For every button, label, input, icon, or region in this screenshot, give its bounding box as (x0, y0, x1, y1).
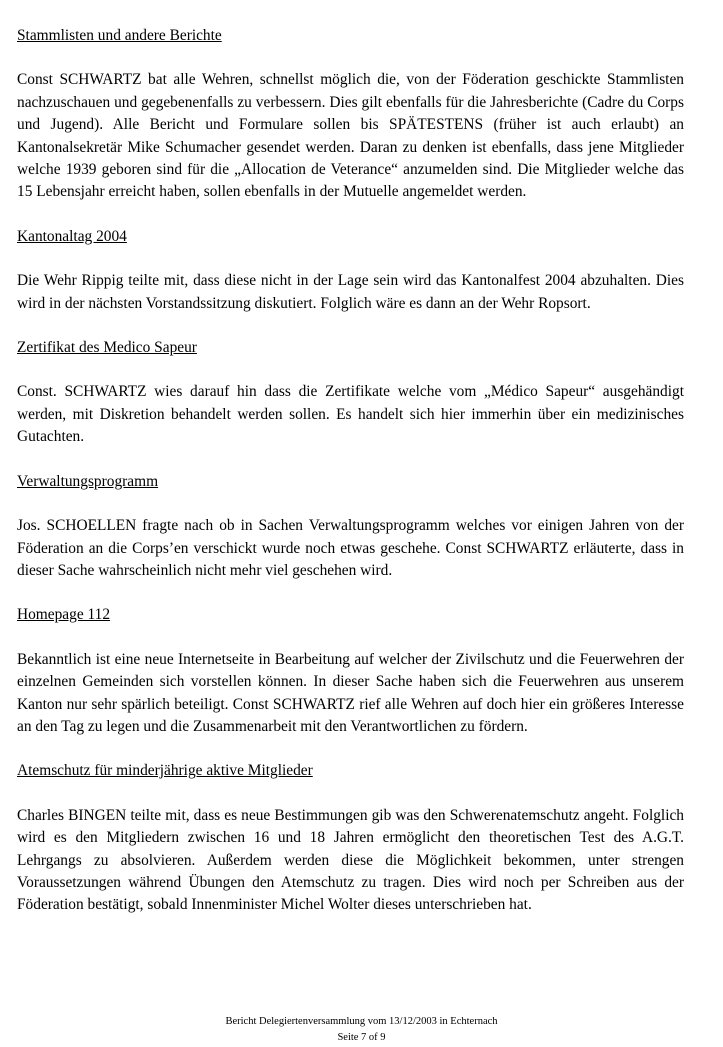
footer-report-title: Bericht Delegiertenversammlung vom 13/12/2003 in Echternach (225, 1016, 498, 1027)
section-paragraph: Bekanntlich ist eine neue Internetseite in Bearbeitung auf welcher der Zivilschutz und die Feuerwehren der einzelnen Gemeinden sich vorstellen können. In dieser Sache haben sich die Feuerwehren aus unserem Kanton nur sehr spärlich beteiligt. Const SCHWARTZ rief alle Wehren auf doch hier ein größeres Interesse an den Tag zu legen und die Zusammenarbeit mit den Verantwortlichen zu fördern. (17, 650, 684, 735)
section-homepage (17, 604, 684, 738)
page-footer (0, 1014, 723, 1046)
footer-page-number: Seite 7 of 9 (337, 1032, 386, 1043)
section-kantonaltag (17, 226, 684, 315)
section-verwaltungsprogramm (17, 471, 684, 583)
section-atemschutz (17, 760, 684, 916)
document-page (17, 25, 684, 939)
section-zertifikat (17, 337, 684, 449)
section-paragraph: Jos. SCHOELLEN fragte nach ob in Sachen Verwaltungsprogramm welches vor einigen Jahren von der Föderation an die Corps’en verschickt wurde noch etwas geschehe. Const SCHWARTZ erläuterte, dass in dieser Sache wahrscheinlich nicht mehr viel geschehen wird. (17, 517, 684, 579)
section-heading: Homepage 112 (17, 606, 111, 624)
section-stammlisten (17, 25, 684, 204)
section-paragraph: Die Wehr Rippig teilte mit, dass diese nicht in der Lage sein wird das Kantonalfest 2004 abzuhalten. Dies wird in der nächsten Vorstandssitzung diskutiert. Folglich wäre es dann an der Wehr Ropsort. (17, 272, 684, 312)
section-paragraph: Charles BINGEN teilte mit, dass es neue Bestimmungen gib was den Schwerenatemschutz angeht. Folglich wird es den Mitgliedern zwischen 16 und 18 Jahren ermöglicht den theoretischen Test des A.G.T. Lehrgangs zu absolvieren. Außerdem werden diese die Möglichkeit bekommen, unter strengen Voraussetzungen während Übungen den Atemschutz zu tragen. Dies wird noch per Schreiben aus der Föderation bestätigt, sobald Innenminister Michel Wolter dieses unterschrieben hat. (17, 806, 684, 914)
section-heading: Atemschutz für minderjährige aktive Mitglieder (17, 762, 313, 780)
section-paragraph: Const. SCHWARTZ wies darauf hin dass die Zertifikate welche vom „Médico Sapeur“ ausgehändigt werden, mit Diskretion behandelt werden sollen. Es handelt sich hier immerhin über ein medizinisches Gutachten. (17, 383, 684, 446)
section-heading: Verwaltungsprogramm (17, 472, 159, 490)
section-paragraph: Const SCHWARTZ bat alle Wehren, schnellst möglich die, von der Föderation geschickte Stammlisten nachzuschauen und gegebenenfalls zu verbessern. Dies gilt ebenfalls für die Jahresberichte (Cadre du Corps und Jugend). Alle Bericht und Formulare sollen bis SPÄTESTENS (früher ist auch erlaubt) an Kantonalsekretär Mike Schumacher gesendet werden. Daran zu denken ist ebenfalls, dass jene Mitglieder welche 1939 geboren sind für die „Allocation de Veterance“ anzumelden sind. Die Mitglieder welche das 15 Lebensjahr erreicht haben, sollen ebenfalls in der Mutuelle angemeldet werden. (17, 71, 684, 201)
section-heading: Stammlisten und andere Berichte (17, 27, 222, 44)
section-heading: Zertifikat des Medico Sapeur (17, 339, 197, 357)
section-heading: Kantonaltag 2004 (17, 227, 127, 245)
